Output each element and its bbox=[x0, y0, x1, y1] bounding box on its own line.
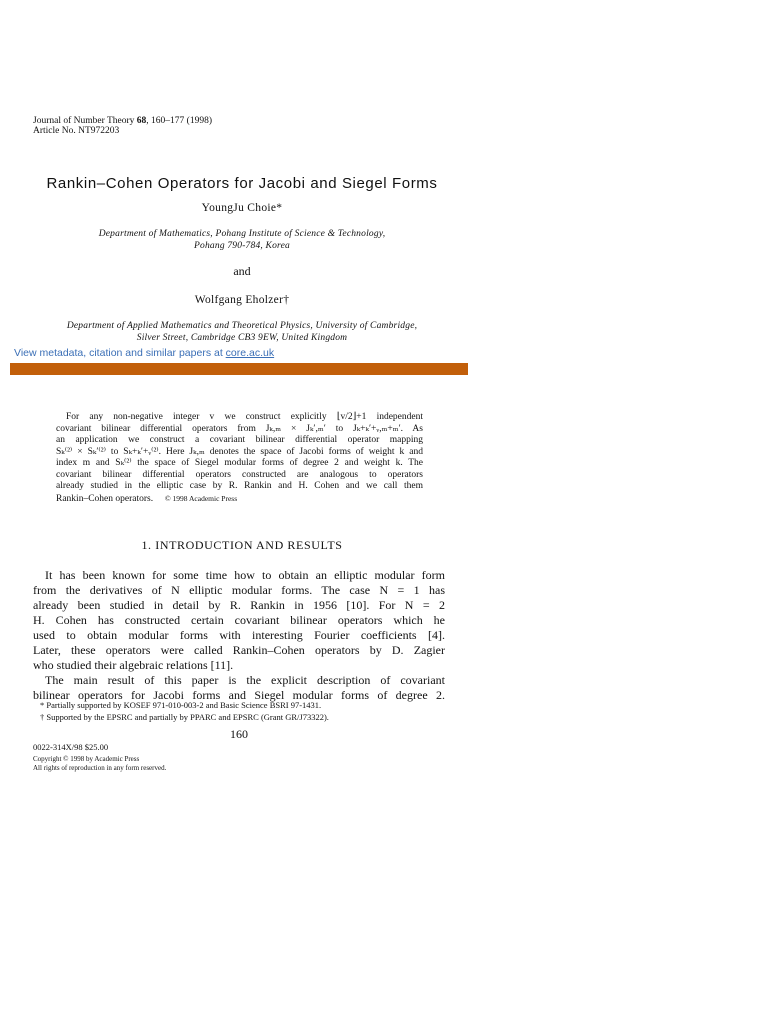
page-number: 160 bbox=[230, 727, 248, 741]
body-line: used to obtain modular forms with interesting Fourier coefficients [4]. bbox=[33, 628, 445, 642]
body-line: who studied their algebraic relations [11]. bbox=[33, 658, 234, 672]
abstract-line: covariant bilinear differential operators constructed are analogous to operators bbox=[56, 469, 423, 480]
journal-line bbox=[33, 116, 212, 126]
article-number: Article No. NT972203 bbox=[33, 126, 120, 136]
abstract-copyright: © 1998 Academic Press bbox=[164, 493, 238, 503]
section-heading: 1. INTRODUCTION AND RESULTS bbox=[141, 538, 343, 552]
body-line: Later, these operators were called Rankin–Cohen operators by D. Zagier bbox=[33, 643, 445, 657]
core-banner-label: View metadata, citation and similar papers at bbox=[14, 347, 226, 359]
abstract-line: Rankin–Cohen operators. bbox=[56, 493, 154, 504]
copyright-line: All rights of reproduction in any form reserved. bbox=[33, 764, 167, 772]
issn-price: 0022-314X/98 $25.00 bbox=[33, 742, 109, 752]
affiliation-1-line2: Pohang 790-784, Korea bbox=[194, 241, 290, 251]
footnote-2: † Supported by the EPSRC and partially by PPARC and EPSRC (Grant GR/J73322). bbox=[40, 712, 329, 722]
body-line: from the derivatives of N elliptic modular forms. The case N = 1 has bbox=[33, 583, 445, 597]
journal-pages-year: , 160–177 (1998) bbox=[146, 116, 212, 126]
affiliation-2 bbox=[0, 320, 484, 344]
core-orange-bar bbox=[10, 363, 468, 375]
affiliation-1-line1: Department of Mathematics, Pohang Institute of Science & Technology, bbox=[98, 229, 386, 239]
abstract-line: already studied in the elliptic case by R. Rankin and H. Cohen and we call them bbox=[56, 481, 423, 491]
affiliation-2-line1: Department of Applied Mathematics and Theoretical Physics, University of Cambridge, bbox=[66, 321, 418, 331]
core-link[interactable]: core.ac.uk bbox=[225, 347, 275, 359]
footnote-1: * Partially supported by KOSEF 971-010-003-2 and Basic Science BSRI 97-1431. bbox=[40, 700, 322, 710]
journal-volume: 68 bbox=[136, 116, 147, 126]
and-separator: and bbox=[233, 264, 251, 278]
abstract-line: index m and Sₖ⁽²⁾ the space of Siegel modular forms of degree 2 and weight k. The bbox=[56, 458, 423, 468]
body-line: already been studied in detail by R. Rankin in 1956 [10]. For N = 2 bbox=[33, 598, 445, 612]
paper-title: Rankin–Cohen Operators for Jacobi and Siegel Forms bbox=[46, 175, 438, 192]
abstract-line: an application we construct a covariant bilinear differential operator mapping bbox=[56, 435, 423, 445]
abstract bbox=[56, 412, 423, 505]
journal-citation bbox=[33, 116, 212, 136]
copyright-line: Copyright © 1998 by Academic Press bbox=[33, 755, 140, 763]
body-line: It has been known for some time how to obtain an elliptic modular form bbox=[45, 568, 445, 582]
body-line: The main result of this paper is the explicit description of covariant bbox=[45, 673, 445, 687]
core-banner-text bbox=[14, 347, 274, 359]
journal-name: Journal of Number Theory bbox=[33, 116, 135, 126]
abstract-line: covariant bilinear differential operators from Jₖ,ₘ × Jₖ′,ₘ′ to Jₖ+ₖ′+ᵥ,ₘ+ₘ′. As bbox=[56, 423, 423, 434]
copyright-notice bbox=[33, 755, 166, 773]
abstract-line: Sₖ⁽²⁾ × Sₖ′⁽²⁾ to Sₖ+ₖ′+ᵥ⁽²⁾. Here Jₖ,ₘ denotes the space of Jacobi forms of weight k and bbox=[56, 446, 423, 457]
abstract-last-line bbox=[56, 493, 423, 506]
affiliation-1 bbox=[0, 228, 484, 252]
body-line: bilinear operators for Jacobi forms and Siegel modular forms of degree 2. bbox=[33, 688, 445, 702]
body-text bbox=[33, 568, 445, 703]
abstract-line: For any non-negative integer v we construct explicitly ⌊v/2⌋+1 independent bbox=[66, 412, 423, 422]
author-1: YoungJu Choie* bbox=[201, 202, 283, 214]
affiliation-2-line2: Silver Street, Cambridge CB3 9EW, United Kingdom bbox=[136, 333, 348, 343]
body-line: H. Cohen has constructed certain covariant bilinear operators which he bbox=[33, 613, 445, 627]
author-2: Wolfgang Eholzer† bbox=[194, 294, 290, 306]
